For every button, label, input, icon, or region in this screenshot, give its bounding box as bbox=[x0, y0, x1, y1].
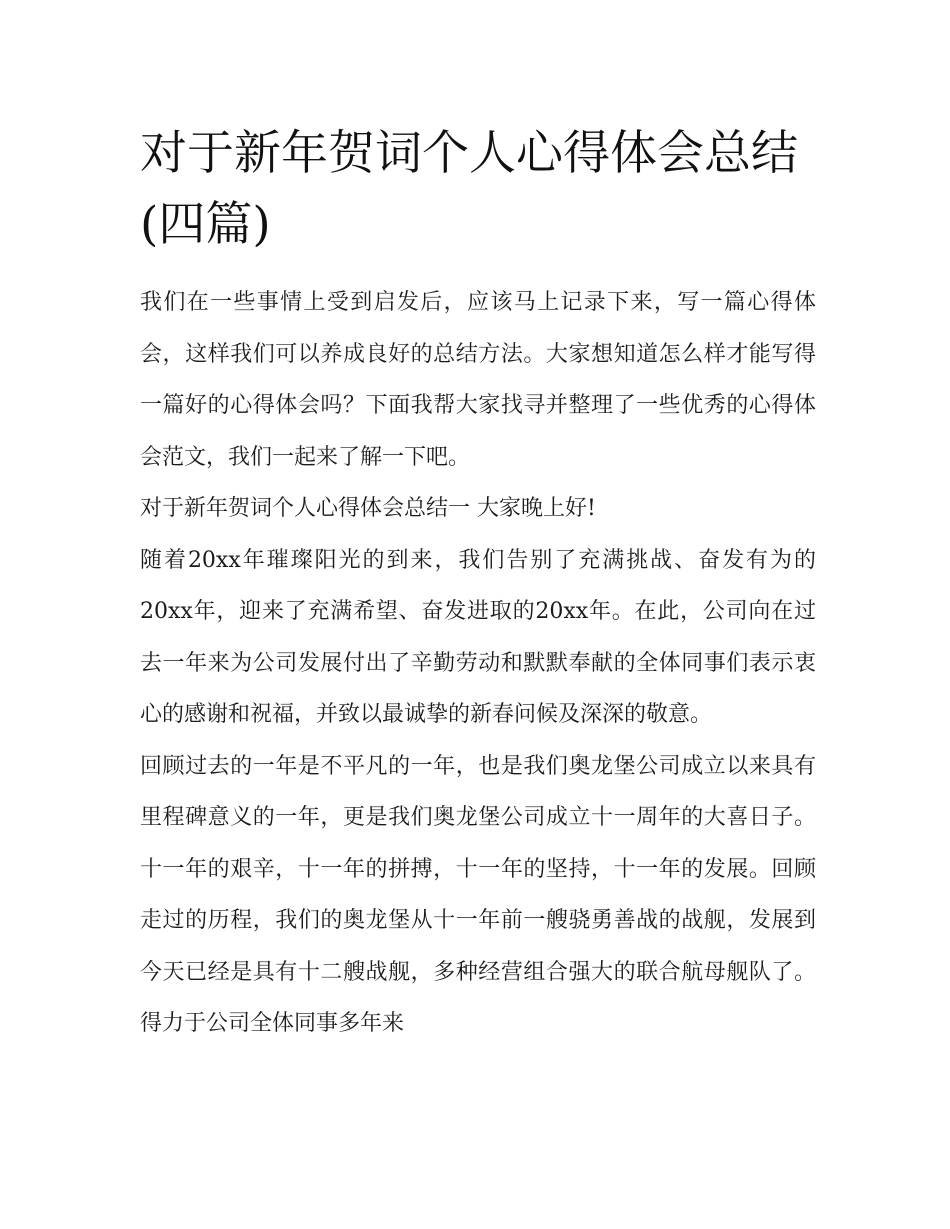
document-body bbox=[140, 277, 816, 1050]
section-heading-paragraph: 对于新年贺词个人心得体会总结一 大家晚上好! bbox=[140, 496, 596, 521]
body-paragraph: 回顾过去的一年是不平凡的一年，也是我们奥龙堡公司成立以来具有里程碑意义的一年，更是我们奥龙堡公司成立十一周年的大喜日子。十一年的艰辛，十一年的拼搏，十一年的坚持，十一年的发展。回顾走过的历程，我们的奥龙堡从十一年前一艘骁勇善战的战舰，发展到今天已经是具有十二艘战舰，多种经营组合强大的联合航母舰队了。得力于公司全体同事多年来 bbox=[140, 753, 816, 1036]
intro-paragraph: 我们在一些事情上受到启发后，应该马上记录下来，写一篇心得体会，这样我们可以养成良好的总结方法。大家想知道怎么样才能写得一篇好的心得体会吗？下面我帮大家找寻并整理了一些优秀的心得体会范文，我们一起来了解一下吧。 bbox=[140, 290, 816, 470]
document-title: 对于新年贺词个人心得体会总结(四篇) bbox=[140, 126, 798, 252]
body-paragraph: 随着20xx年璀璨阳光的到来，我们告别了充满挑战、奋发有为的20xx年，迎来了充满希望、奋发进取的20xx年。在此，公司向在过去一年来为公司发展付出了辛勤劳动和默默奉献的全体同事们表示衷心的感谢和祝福，并致以最诚挚的新春问候及深深的敬意。 bbox=[140, 547, 816, 727]
